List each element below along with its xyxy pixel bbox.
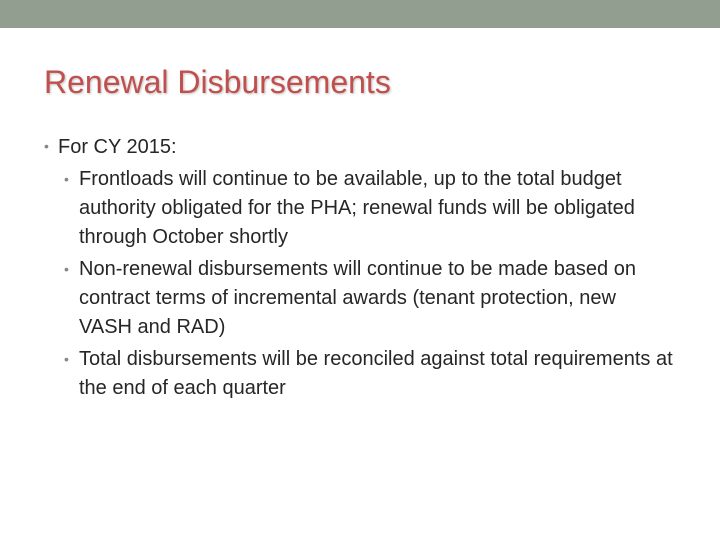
bullet-text: For CY 2015: [58,136,177,158]
top-accent-bar [0,0,720,28]
bullet-dot-icon: • [44,138,49,154]
sub-bullet-item [64,255,674,342]
bullet-dot-icon: • [64,171,69,187]
sub-bullet-item [64,345,674,403]
sub-bullet-text: Frontloads will continue to be available, up to the total budget authority obligated for the PHA; renewal funds will be obligated through October shortly [79,168,635,248]
bullet-item [44,133,177,160]
sub-bullet-list [64,165,674,406]
sub-bullet-text: Total disbursements will be reconciled against total requirements at the end of each quarter [79,348,673,399]
bullet-dot-icon: • [64,351,69,367]
sub-bullet-item [64,165,674,252]
slide-title: Renewal Disbursements [44,64,391,100]
bullet-dot-icon: • [64,261,69,277]
sub-bullet-text: Non-renewal disbursements will continue to be made based on contract terms of incremental awards (tenant protection, new VASH and RAD) [79,258,636,338]
